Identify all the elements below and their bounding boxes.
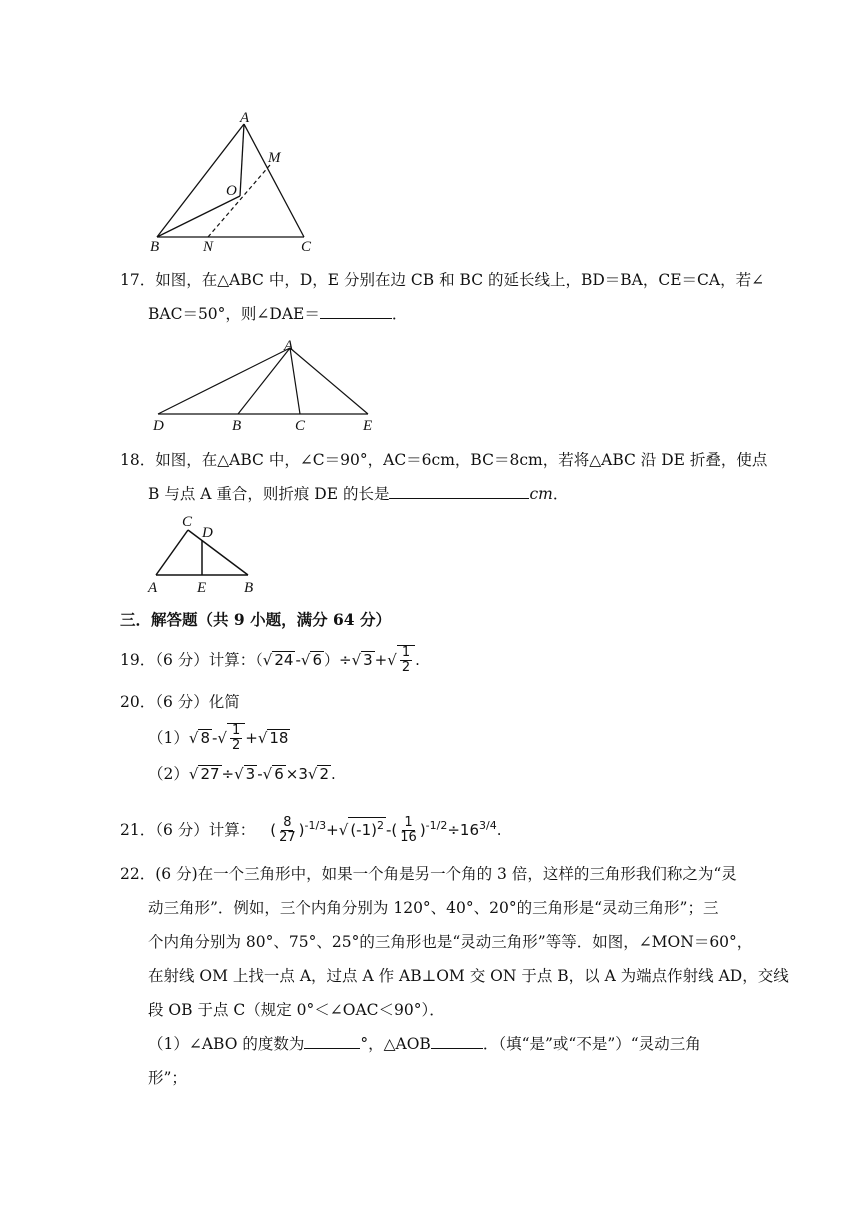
times-sign: ×3 (285, 765, 308, 783)
plus-sign: + (326, 821, 339, 839)
q20-score: （6 分）化简 (155, 693, 240, 711)
q18-text-2: B 与点 A 重合，则折痕 DE 的长是 (148, 485, 390, 503)
period: . (496, 821, 502, 839)
label-E: E (197, 580, 207, 596)
q21-line (120, 806, 502, 850)
q19-number: 19． (120, 651, 156, 669)
q19-line (120, 644, 420, 676)
radicand: 24 (274, 651, 294, 669)
exponent: 3/4 (479, 819, 497, 832)
q22-line2: 动三角形”．例如，三个内角分别为 120°、40°、20°的三角形是“灵动三角形”；三 (148, 899, 719, 917)
label-A: A (240, 110, 250, 126)
radicand-base: (-1) (350, 821, 377, 839)
q18-answer-blank[interactable] (389, 484, 529, 499)
q17-line2 (148, 304, 407, 324)
fraction (277, 816, 298, 845)
q18-line1 (120, 450, 767, 470)
denominator: 16 (400, 830, 417, 845)
radicand: 27 (200, 765, 220, 783)
q20-part2 (148, 764, 336, 784)
radicand: 8 (200, 729, 210, 747)
radicand (227, 723, 245, 753)
q22-part1 (148, 1034, 701, 1054)
exponent: -1/3 (304, 819, 327, 832)
fraction (400, 646, 412, 675)
exponent: 2 (376, 819, 384, 832)
numerator: 1 (401, 645, 411, 660)
q22-part1-text-a: （1）∠ABO 的度数为 (148, 1035, 305, 1053)
minus-sign: - (257, 765, 263, 783)
radicand (348, 817, 386, 838)
triangle-figure-q18 (144, 512, 264, 594)
label-E: E (363, 418, 373, 434)
plus-sign: + (245, 729, 258, 747)
q22-angle-blank[interactable] (304, 1034, 360, 1049)
paren-open: （ (255, 651, 263, 669)
q22-line1 (120, 864, 737, 884)
part-label: （2） (148, 765, 189, 783)
divide-sixteen: ÷16 (447, 821, 480, 839)
minus-sign: - (211, 729, 218, 747)
period: . (330, 765, 336, 783)
label-D: D (202, 525, 213, 541)
q20-part1 (148, 722, 290, 754)
q20-p1-expression: √ 8 -√ $\frac{1}{2}$ +√ 18 (188, 723, 289, 753)
radicand: 3 (245, 765, 256, 783)
q22-text-1: (6 分)在一个三角形中，如果一个角是另一个角的 3 倍，这样的三角形我们称之为“灵 (155, 865, 737, 883)
part-label: （1） (148, 729, 189, 747)
q22-line4: 在射线 OM 上找一点 A，过点 A 作 AB⊥OM 交 ON 于点 B，以 A 为端点作射线 AD，交线 (148, 967, 789, 985)
q17-end: ． (391, 305, 408, 323)
q21-number: 21． (120, 821, 156, 839)
label-A: A (284, 338, 294, 354)
q20-line (120, 692, 240, 712)
radicand: 18 (269, 729, 289, 747)
radicand (397, 645, 415, 675)
q18-end: ． (552, 485, 569, 503)
label-D: D (153, 418, 164, 434)
label-A: A (148, 580, 158, 596)
q22-part1-cont: 形”； (148, 1069, 187, 1087)
numerator: 1 (404, 815, 413, 830)
numerator: 8 (283, 815, 292, 830)
q17-text-2: BAC＝50°，则∠DAE＝ (148, 305, 320, 323)
label-C: C (182, 514, 193, 530)
q20-p2-expression: √ 27 ÷√ 3 -√ 6 ×3√ 2 . (188, 765, 336, 783)
exponent: -1/2 (425, 819, 448, 832)
label-O: O (226, 183, 237, 199)
q19-score: （6 分）计算： (155, 651, 256, 669)
q22-line3: 个内角分别为 80°、75°、25°的三角形也是“灵动三角形”等等．如图，∠MON＝60°， (148, 933, 753, 951)
q19-expression: （√ 24 -√ 6 ）÷√ 3 +√ $\frac{1}{2}$ . (255, 645, 420, 675)
radicand: 2 (319, 765, 329, 783)
q17-number: 17． (120, 271, 156, 289)
fraction (398, 816, 419, 845)
section-heading: 三．解答题（共 9 小题，满分 64 分） (120, 610, 391, 629)
denominator: 2 (231, 738, 241, 753)
label-B: B (150, 239, 160, 255)
q22-part1-text-b: °，△AOB (360, 1035, 431, 1053)
label-N: N (203, 239, 214, 255)
plus-sign: + (374, 651, 388, 669)
fraction (230, 724, 242, 753)
q18-number: 18． (120, 451, 156, 469)
triangle-figure-q17 (148, 338, 388, 433)
q22-judgement-blank[interactable] (431, 1034, 483, 1049)
denominator: 27 (279, 830, 296, 845)
radicand: 6 (274, 765, 284, 783)
paren-close-div: ）÷ (323, 651, 352, 669)
q22-number: 22． (120, 865, 156, 883)
q18-line2 (148, 484, 568, 504)
q22-line5: 段 OB 于点 C（规定 0°＜∠OAC＜90°）． (148, 1001, 445, 1019)
radicand: 3 (363, 651, 373, 669)
label-C: C (301, 239, 312, 255)
q17-answer-blank[interactable] (320, 304, 392, 319)
divide-sign: ÷ (221, 765, 235, 783)
triangle-figure-q16 (140, 110, 320, 255)
minus-sign: - (385, 821, 392, 839)
q17-line1 (120, 270, 764, 290)
radicand: 6 (312, 651, 322, 669)
minus-sign: - (295, 651, 301, 669)
label-M: M (268, 150, 281, 166)
numerator: 1 (231, 723, 241, 738)
label-C: C (295, 418, 306, 434)
denominator: 2 (401, 660, 411, 675)
q18-unit: cm (529, 485, 553, 503)
q17-text-1: 如图，在△ABC 中，D，E 分别在边 CB 和 BC 的延长线上，BD＝BA，CE＝CA，若∠ (155, 271, 765, 289)
q20-number: 20． (120, 693, 156, 711)
label-B: B (232, 418, 242, 434)
period: . (415, 651, 420, 669)
label-B: B (244, 580, 254, 596)
q21-expression: ( $\frac{8}{27}$ )$^{-1/3}$+√ $(-1)^2$ -( $\frac{1}{16}$ )$^{-1/2}\div 16^{3/4}$. (270, 815, 502, 845)
q21-score: （6 分）计算： (155, 821, 256, 839)
q18-text-1: 如图，在△ABC 中，∠C＝90°，AC＝6cm，BC＝8cm，若将△ABC 沿 DE 折叠，使点 (155, 451, 768, 469)
q22-part1-text-c: ．（填“是”或“不是”）“灵动三角 (482, 1035, 701, 1053)
